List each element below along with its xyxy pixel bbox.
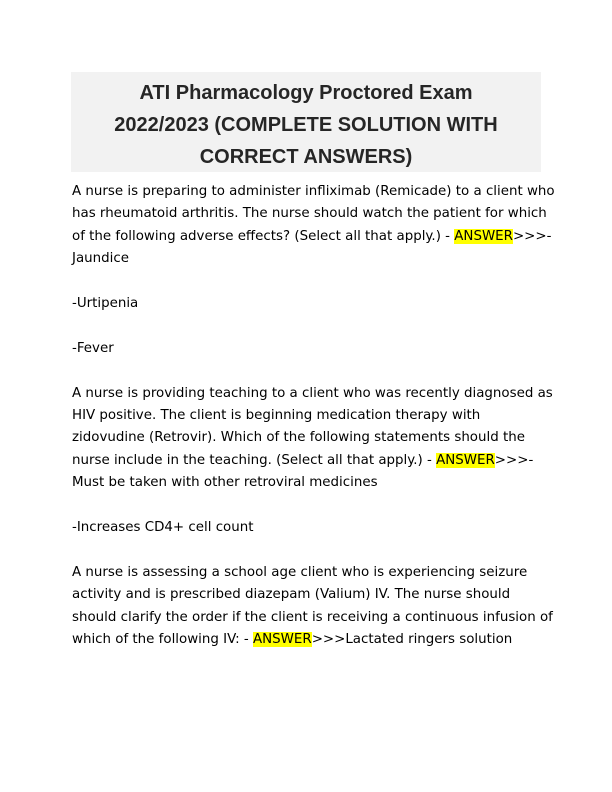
question-2-line-2: HIV positive. The client is beginning medication therapy with <box>72 408 481 424</box>
question-2-text-end: nurse include in the teaching. (Select all that apply.) - <box>72 452 437 468</box>
question-3-line-3: should clarify the order if the client is receiving a continuous infusion of <box>72 609 553 625</box>
question-2-line-4 <box>72 450 552 472</box>
question-1-line-2: has rheumatoid arthritis. The nurse should watch the patient for which <box>72 206 547 222</box>
answer-arrow-2: >>>- <box>494 452 534 468</box>
spacer <box>72 495 552 517</box>
title-banner <box>71 72 541 172</box>
question-3-line-2: activity and is prescribed diazepam (Valium) IV. The nurse should <box>72 587 511 603</box>
question-2-line-3: zidovudine (Retrovir). Which of the following statements should the <box>72 430 525 446</box>
question-2-line-1: A nurse is providing teaching to a client who was recently diagnosed as <box>72 385 553 401</box>
question-1 <box>72 181 555 271</box>
spacer <box>72 360 552 382</box>
question-3-text-end: which of the following IV: - <box>72 632 253 648</box>
answer-1-first: Jaundice <box>72 251 129 267</box>
spacer <box>72 315 552 337</box>
answer-2-first: Must be taken with other retroviral medicines <box>72 475 378 491</box>
question-3-line-1: A nurse is assessing a school age client who is experiencing seizure <box>72 564 528 580</box>
answer-highlight-1: ANSWER <box>454 228 513 244</box>
question-1-line-3 <box>72 226 552 248</box>
question-1-line-1: A nurse is preparing to administer infliximab (Remicade) to a client who <box>72 184 555 199</box>
document-body <box>72 181 555 651</box>
question-3-line-4 <box>72 629 552 651</box>
answer-1-option-urtipenia: -Urtipenia <box>72 296 139 312</box>
answer-1-option-fever: -Fever <box>72 340 114 356</box>
answer-3-text: >>>Lactated ringers solution <box>311 632 513 648</box>
answer-arrow-1: >>>- <box>512 228 552 244</box>
title-line-1: ATI Pharmacology Proctored Exam <box>139 82 473 104</box>
title-line-2: 2022/2023 (COMPLETE SOLUTION WITH <box>114 114 498 136</box>
answer-2-option-cd4: -Increases CD4+ cell count <box>72 520 254 536</box>
question-1-text-end: of the following adverse effects? (Select all that apply.) - <box>72 228 455 244</box>
answer-highlight-3: ANSWER <box>253 632 312 648</box>
title-line-3: CORRECT ANSWERS) <box>199 146 413 168</box>
question-3 <box>72 562 552 652</box>
question-2 <box>72 383 552 495</box>
spacer <box>72 271 552 293</box>
answer-highlight-2: ANSWER <box>436 452 495 468</box>
spacer <box>72 539 552 561</box>
